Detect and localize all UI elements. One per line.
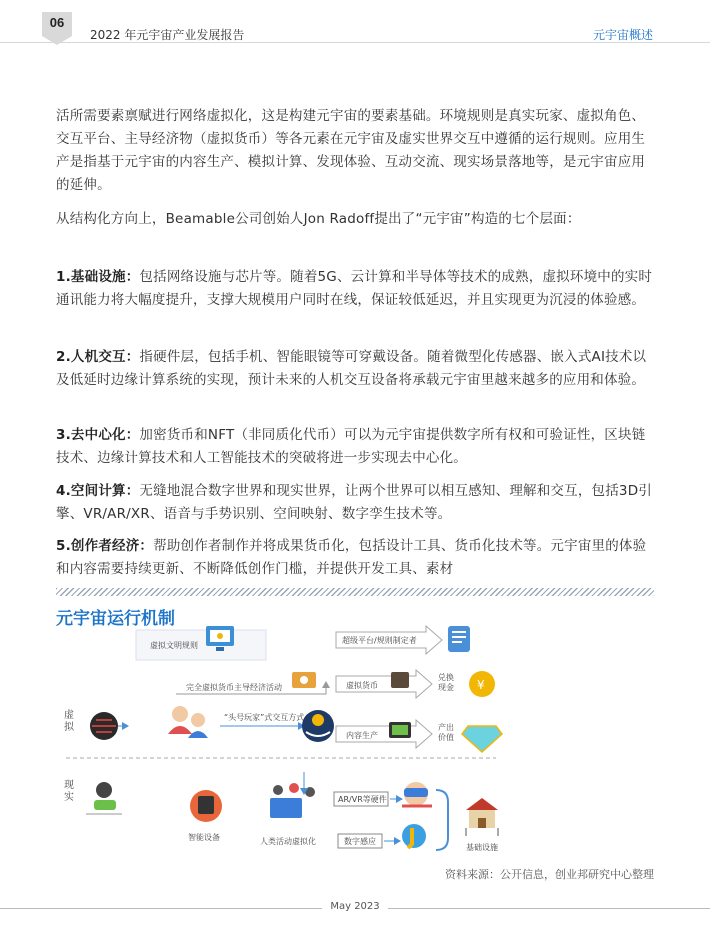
human-activity-icon bbox=[270, 783, 315, 818]
smart-devices-label: 智能设备 bbox=[188, 833, 220, 842]
figure-divider bbox=[56, 588, 654, 596]
source-note: 资料来源：公开信息，创业邦研究中心整理 bbox=[445, 868, 654, 881]
footer-date: May 2023 bbox=[330, 901, 380, 912]
arvr-label: AR/VR等硬件 bbox=[338, 795, 387, 804]
footer-divider-left bbox=[0, 908, 322, 909]
paragraph-1: 活所需要素禀赋进行网络虚拟化，这是构建元宇宙的要素基础。环境规则是真实玩家、虚拟角色、交互平台、主导经济物（虚拟货币）等各元素在元宇宙及虚实世界交互中遵循的运行规则。应用生产是指基于元宇宙的内容生产、模拟计算、发现体验、互动交流、现实场景落地等，是元宇宙应用的延伸。 bbox=[56, 108, 646, 193]
layer-item-4 bbox=[56, 480, 656, 526]
header-divider bbox=[0, 42, 710, 43]
layer-item-title: 4.空间计算： bbox=[56, 483, 140, 499]
virtual-currency-label: 虚拟货币 bbox=[346, 681, 378, 690]
layer-item-2 bbox=[56, 346, 656, 392]
bracket bbox=[436, 790, 448, 850]
side-label-virtual-1: 虚 bbox=[64, 710, 74, 721]
layer-item-text: 指硬件层，包括手机、智能眼镜等可穿戴设备。随着微型化传感器、嵌入式AI技术以及低延时边缘计算系统的实现，预计未来的人机交互设备将承载元宇宙里越来越多的应用和体验。 bbox=[56, 349, 647, 388]
yuan-coin-icon bbox=[469, 671, 495, 697]
human-activity-label: 人类活动虚拟化 bbox=[260, 837, 316, 846]
digital-sensing-label: 数字感应 bbox=[344, 837, 376, 846]
touch-icon bbox=[402, 824, 426, 848]
report-title: 2022 年元宇宙产业发展报告 bbox=[90, 28, 245, 42]
side-label-real-1: 现 bbox=[64, 780, 74, 791]
side-label-real-2: 实 bbox=[64, 792, 74, 803]
layer-item-text: 包括网络设施与芯片等。随着5G、云计算和半导体等技术的成熟，虚拟环境中的实时通讯能力将大幅度提升，支撑大规模用户同时在线，保证较低延迟，并且实现更为沉浸的体验感。 bbox=[56, 269, 653, 308]
smart-device-icon bbox=[190, 790, 222, 822]
figure-title: 元宇宙运行机制 bbox=[56, 609, 175, 629]
output-label-2: 价值 bbox=[438, 733, 454, 742]
coin-hand-icon bbox=[302, 710, 334, 742]
page-number: 06 bbox=[49, 15, 65, 30]
exchange-label-2: 现金 bbox=[438, 683, 454, 692]
layer-item-3 bbox=[56, 424, 656, 470]
vr-headset-icon bbox=[402, 782, 432, 806]
layer-item-text: 帮助创作者制作并将成果货币化，包括设计工具、货币化技术等。元宇宙里的体验和内容需要持续更新、不断降低创作门槛，并提供开发工具、素材 bbox=[56, 538, 647, 577]
house-icon bbox=[466, 798, 498, 836]
scroll-icon bbox=[448, 626, 470, 652]
layer-item-text: 无缝地混合数字世界和现实世界，让两个世界可以相互感知、理解和交互，包括3D引擎、VR/AR/XR、语音与手势识别、空间映射、数字孪生技术等。 bbox=[56, 483, 653, 522]
money-icon bbox=[292, 672, 316, 688]
exchange-label-1: 兑换 bbox=[438, 673, 454, 682]
infrastructure-label: 基础设施 bbox=[466, 843, 498, 852]
svg-text:¥: ¥ bbox=[477, 678, 485, 692]
economy-label: 完全虚拟货币主导经济活动 bbox=[186, 683, 282, 692]
layer-item-text: 加密货币和NFT（非同质化代币）可以为元宇宙提供数字所有权和可验证性，区块链技术、边缘计算技术和人工智能技术的突破将进一步实现去中心化。 bbox=[56, 427, 646, 466]
vr-person-icon bbox=[86, 782, 122, 814]
layer-item-1 bbox=[56, 266, 656, 312]
content-production-label: 内容生产 bbox=[346, 731, 378, 740]
layer-item-title: 3.去中心化： bbox=[56, 427, 140, 443]
metaverse-mechanism-diagram bbox=[56, 622, 656, 862]
layer-item-5 bbox=[56, 535, 656, 581]
interaction-label: “头号玩家”式交互方式 bbox=[224, 713, 305, 722]
output-label-1: 产出 bbox=[438, 723, 454, 732]
layer-item-title: 5.创作者经济： bbox=[56, 538, 154, 554]
media-icon bbox=[389, 722, 411, 738]
layer-item-title: 1.基础设施： bbox=[56, 269, 140, 285]
layer-item-title: 2.人机交互： bbox=[56, 349, 140, 365]
footer-divider-right bbox=[388, 908, 710, 909]
side-label-virtual-2: 拟 bbox=[64, 722, 74, 733]
users-icon bbox=[168, 706, 208, 738]
virtual-head-icon bbox=[90, 712, 128, 740]
paragraph-2: 从结构化方向上，Beamable公司创始人Jon Radoff提出了“元宇宙”构造的七个层面： bbox=[56, 211, 581, 227]
virtual-rules-label: 虚拟文明规则 bbox=[150, 641, 198, 650]
super-platform-label: 超级平台/规则制定者 bbox=[342, 636, 417, 645]
section-tag: 元宇宙概述 bbox=[592, 28, 653, 42]
diamond-icon bbox=[462, 726, 502, 752]
wallet-icon bbox=[391, 672, 409, 688]
